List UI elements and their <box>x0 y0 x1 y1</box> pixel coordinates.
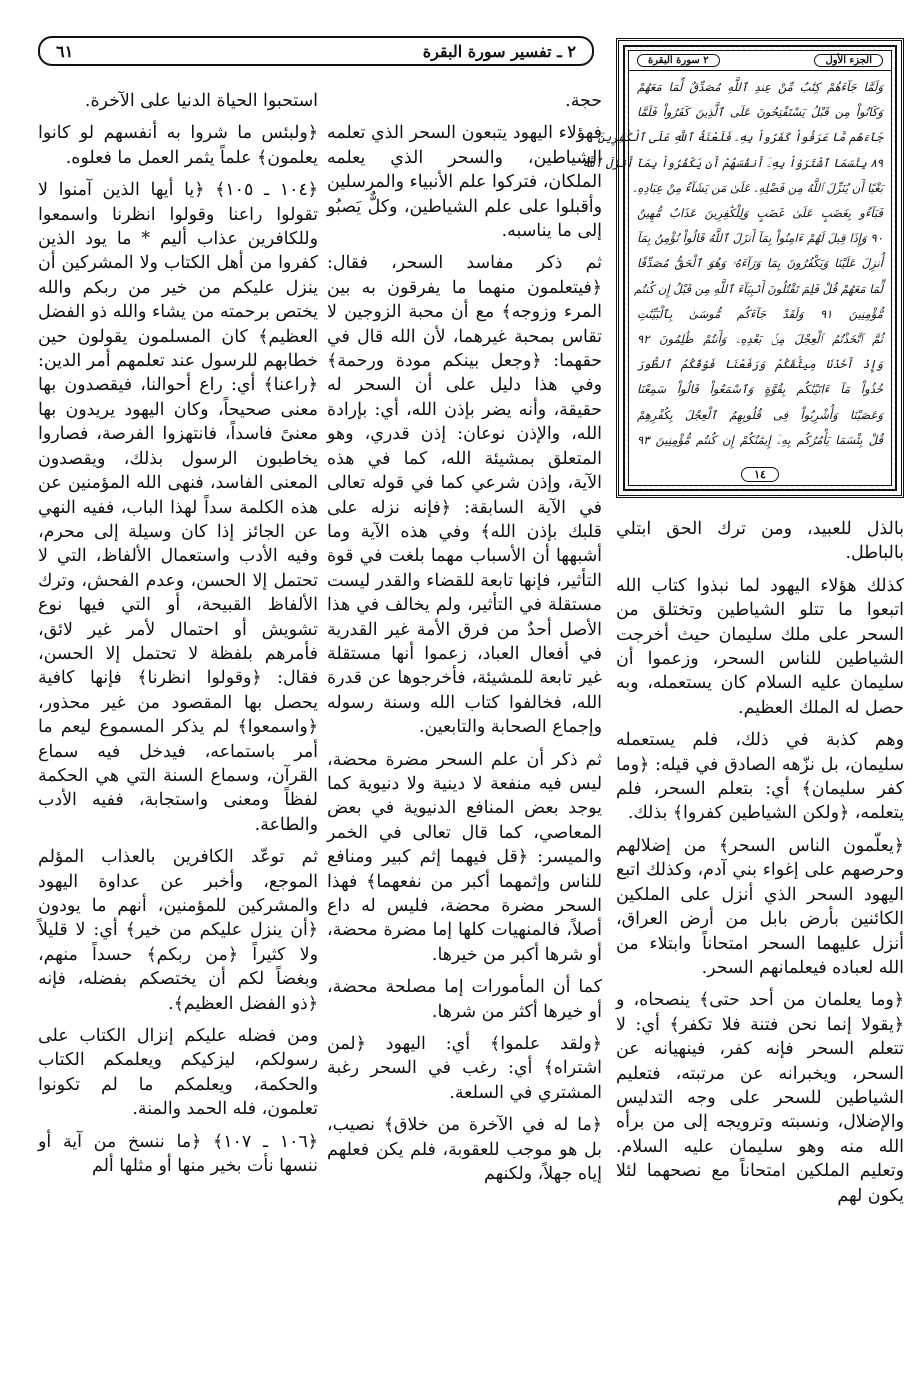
paragraph: كما أن المأمورات إما مصلحة محضة، أو خيرها أكثر من شرها. <box>327 977 602 1022</box>
paragraph: فهؤلاء اليهود يتبعون السحر الذي تعلمه الشياطين، والسحر الذي يعلمه الملكان، فتركوا علم الأنبياء والمرسلين وأقبلوا على علم الشياطين، وكلٌّ يَصبُو إلى ما يناسبه. <box>327 123 602 242</box>
verse-line: ٩٠ وَإِذَا قِيلَ لَهُمْ ءَامِنُواْ بِمَآ أَنزَلَ ٱللَّهُ قَالُواْ نُؤْمِنُ بِمَآ <box>637 231 883 246</box>
verse-line: ٨٩ بِئْسَمَا ٱشْتَرَوْاْ بِهِۦٓ أَنفُسَهُمْ أَن يَكْفُرُواْ بِمَآ أَنزَلَ ٱللَّهُ <box>581 155 883 170</box>
paragraph: ﴿١٠٤ ـ ١٠٥﴾ ﴿يا أيها الذين آمنوا لا تقولوا راعنا وقولوا انظرنا واسمعوا وللكافرين عذاب أليم * ما يود الذين كفروا من أهل الكتاب ولا المشركين أن ينزل عليكم من خير من ربكم والله يختص برحمته من يشاء والله ذو الفضل العظيم﴾ كان المسلمون يقولون حين خطابهم للرسول عند تعلمهم أمر الدين: ﴿راعنا﴾ أي: راع أحوالنا، فيقصدون بها معنى صحيحاً، وكان اليهود يريدون بها معنىً فاسداً، فانتهزوا الفرصة، فصاروا يخاطبون الرسول بذلك، ويقصدون المعنى الفاسد، فنهى الله المؤمنين عن هذه الكلمة سداً لهذا الباب، ففيه النهي عن الجائز إذا كان وسيلة إلى محرم، وفيه الأدب واستعمال الألفاظ، التي لا تحتمل إلا الحسن، وعدم الفحش، وترك الألفاظ القبيحة، أو التي فيها نوع تشويش أو احتمال لأمر غير لائق، فأمرهم بلفظة لا تحتمل إلا الحسن، فقال: ﴿وقولوا انظرنا﴾ فإنها كافية يحصل بها المقصود من غير محذور، ﴿واسمعوا﴾ لم يذكر المسموع ليعم ما أمر باستماعه، فيدخل فيه سماع القرآن، وسماع السنة التي هي الحكمة لفظاً ومعنى واستجابة، ففيه الأدب والطاعة. <box>38 180 318 835</box>
mushaf-bottom-bar <box>629 463 891 485</box>
paragraph: ﴿يعلّمون الناس السحر﴾ من إضلالهم وحرصهم على إغواء بني آدم، وكذلك اتبع اليهود السحر الذي أنزل على الملكين الكائنين بأرض بابل من أرض العراق، أنزل عليهما السحر امتحاناً وابتلاء من الله لعباده فيعلمانهم السحر. <box>616 835 904 978</box>
paragraph: ﴿وما يعلمان من أحد حتى﴾ ينصحاه، و ﴿يقولا إنما نحن فتنة فلا تكفر﴾ أي: لا تتعلم السحر فإنه كفر، فينهيانه عن السحر، ويخبرانه عن مرتبته، فتعليم الشياطين للسحر على وجه التدليس والإضلال، ونسبته وترويجه إلى من برأه الله منه وهو سليمان عليه السلام. وتعليم الملكين امتحاناً مع نصحهما لئلا يكون لهم <box>616 990 904 1206</box>
verse-line: وَكَانُواْ مِن قَبْلُ يَسْتَفْتِحُونَ عَلَى ٱلَّذِينَ كَفَرُواْ فَلَمَّا <box>637 105 883 120</box>
paragraph: بالذل للعبيد، ومن ترك الحق ابتلي بالباطل. <box>616 519 904 564</box>
paragraph: وهم كذبة في ذلك، فلم يستعمله سليمان، بل نزّهه الصادق في قيله: ﴿وما كفر سليمان﴾ أي: بتعلم السحر، فلم يتعلمه، ﴿ولكن الشياطين كفروا﴾ بذلك. <box>616 730 904 824</box>
paragraph: ﴿١٠٦ ـ ١٠٧﴾ ﴿ما ننسخ من آية أو ننسها نأت بخير منها أو مثلها ألم <box>38 1131 318 1177</box>
paragraph: ثم ذكر مفاسد السحر، فقال: ﴿فيتعلمون منهما ما يفرقون به بين المرء وزوجه﴾ مع أن محبة الزوجين لا تقاس بمحبة غيرهما، لأن الله قال في حقهما: ﴿وجعل بينكم مودة ورحمة﴾ وفي هذا دليل على أن السحر له حقيقة، وأنه يضر بإذن الله، أي: بإرادة الله، والإذن نوعان: إذن قدري، وهو المتعلق بمشيئة الله، كما في هذه الآية، وإذن شرعي كما في قوله تعالى في الآية السابقة: ﴿فإنه نزله على قلبك بإذن الله﴾ وفي هذه الآية وما أشبهها أن الأسباب مهما بلغت في قوة التأثير، فإنها تابعة للقضاء والقدر ليست مستقلة في التأثير، ولم يخالف في هذا الأصل أحدٌ من فرق الأمة غير القدرية في أفعال العباد، زعموا أنها مستقلة غير تابعة للمشيئة، فأخرجوها عن قدرة الله، فخالفوا كتاب الله وسنة رسوله وإجماع الصحابة والتابعين. <box>327 253 602 738</box>
paragraph: ثم توعّد الكافرين بالعذاب المؤلم الموجع، وأخبر عن عداوة اليهود والمشركين للمؤمنين، أنهم ما يودون ﴿أن ينزل عليكم من خير﴾ أي: لا قليلاً ولا كثيراً ﴿من ربكم﴾ حسداً منهم، وبغضاً لكم أن يختصكم بفضله، فإنه ﴿ذو الفضل العظيم﴾. <box>38 847 318 1014</box>
paragraph: ﴿ما له في الآخرة من خلاق﴾ نصيب، بل هو موجب للعقوبة، فلم يكن فعلهم إياه جهلاً، ولكنهم <box>327 1115 602 1185</box>
left-column <box>38 89 318 1178</box>
verse-line: فَبَآءُو بِغَضَبٍ عَلَىٰ غَضَبٍ وَلِلْكَٰفِرِينَ عَذَابٌ مُّهِينٌ <box>637 206 883 221</box>
verse-line: قُلْ بِئْسَمَا يَأْمُرُكُم بِهِۦٓ إِيمَٰنُكُمْ إِن كُنتُم مُّؤْمِنِينَ ٩٣ <box>637 432 883 447</box>
paragraph: ﴿ولقد علموا﴾ أي: اليهود ﴿لمن اشتراه﴾ أي: رغب في السحر رغبة المشتري في السلعة. <box>327 1034 602 1103</box>
verse-line: وَعَصَيْنَا وَأُشْرِبُواْ فِى قُلُوبِهِمُ ٱلْعِجْلَ بِكُفْرِهِمْ <box>637 407 883 422</box>
mushaf-surah-label: ٢ سورة البقرة <box>637 54 720 67</box>
verse-line: أُنزِلَ عَلَيْنَا وَيَكْفُرُونَ بِمَا وَرَآءَهُۥ وَهُوَ ٱلْحَقُّ مُصَدِّقًا <box>637 256 883 271</box>
middle-column <box>327 89 602 1186</box>
verse-line: لِّمَا مَعَهُمْ قُلْ فَلِمَ تَقْتُلُونَ أَنۢبِيَآءَ ٱللَّهِ مِن قَبْلُ إِن كُنتُم <box>633 281 883 296</box>
mushaf-juz-label: الجزء الأول <box>814 54 883 67</box>
running-header <box>38 36 594 66</box>
paragraph: ثم ذكر أن علم السحر مضرة محضة، ليس فيه منفعة لا دينية ولا دنيوية كما يوجد بعض المنافع الدنيوية في بعض المعاصي، كما قال تعالى في الخمر والميسر: ﴿قل فيهما إثم كبير ومنافع للناس وإثمهما أكبر من نفعهما﴾ فهذا السحر مضرة محضة، فليس له داع أصلاً، فالمنهيات كلها إما مضرة محضة، أو شرها أكبر من خيرها. <box>327 749 602 965</box>
verse-line: بَغْيًا أَن يُنَزِّلَ ٱللَّهُ مِن فَضْلِهِۦ عَلَىٰ مَن يَشَآءُ مِنْ عِبَادِهِۦ <box>633 180 883 195</box>
verse-line: خُذُواْ مَآ ءَاتَيْنَٰكُم بِقُوَّةٍ وَٱسْمَعُواْ قَالُواْ سَمِعْنَا <box>637 382 883 397</box>
verse-line: مُّؤْمِنِينَ ٩١ وَلَقَدْ جَآءَكُم مُّوسَىٰ بِٱلْبَيِّنَٰتِ <box>637 306 884 321</box>
verse-line: وَلَمَّا جَآءَهُمْ كِتَٰبٌ مِّنْ عِندِ ٱللَّهِ مُصَدِّقٌ لِّمَا مَعَهُمْ <box>637 80 883 94</box>
verse-line: وَإِذْ أَخَذْنَا مِيثَٰقَكُمْ وَرَفَعْنَا فَوْقَكُمُ ٱلطُّورَ <box>637 357 883 372</box>
paragraph: استحبوا الحياة الدنيا على الآخرة. <box>84 91 318 111</box>
paragraph: ومن فضله عليكم إنزال الكتاب على رسولكم، ليزكيكم ويعلمكم الكتاب والحكمة، ويعلمكم ما لم تكونوا تعلمون، فله الحمد والمنة. <box>38 1026 318 1120</box>
paragraph: كذلك هؤلاء اليهود لما نبذوا كتاب الله اتبعوا ما تتلو الشياطين وتختلق من السحر على ملك سليمان حيث أخرجت الشياطين للناس السحر، وزعموا أن سليمان عليه السلام كان يستعمله، وبه حصل له الملك العظيم. <box>616 575 904 718</box>
verse-line: جَآءَهُم مَّا عَرَفُواْ كَفَرُواْ بِهِۦ فَلَعْنَةُ ٱللَّهِ عَلَى ٱلْكَٰفِرِينَ <box>597 130 883 145</box>
mushaf-page-number: ١٤ <box>741 467 779 482</box>
header-title: ٢ ـ تفسير سورة البقرة <box>422 41 576 61</box>
paragraph: ﴿ولبئس ما شروا به أنفسهم لو كانوا يعلمون﴾ علماً يثمر العمل ما فعلوه. <box>38 123 318 168</box>
mushaf-top-bar <box>629 51 891 71</box>
right-column <box>616 517 904 1208</box>
paragraph: حجة. <box>565 91 602 111</box>
verse-line: ثُمَّ ٱتَّخَذْتُمُ ٱلْعِجْلَ مِنۢ بَعْدِهِۦ وَأَنتُمْ ظَٰلِمُونَ ٩٢ <box>637 332 883 347</box>
header-page-number: ٦١ <box>56 41 74 61</box>
